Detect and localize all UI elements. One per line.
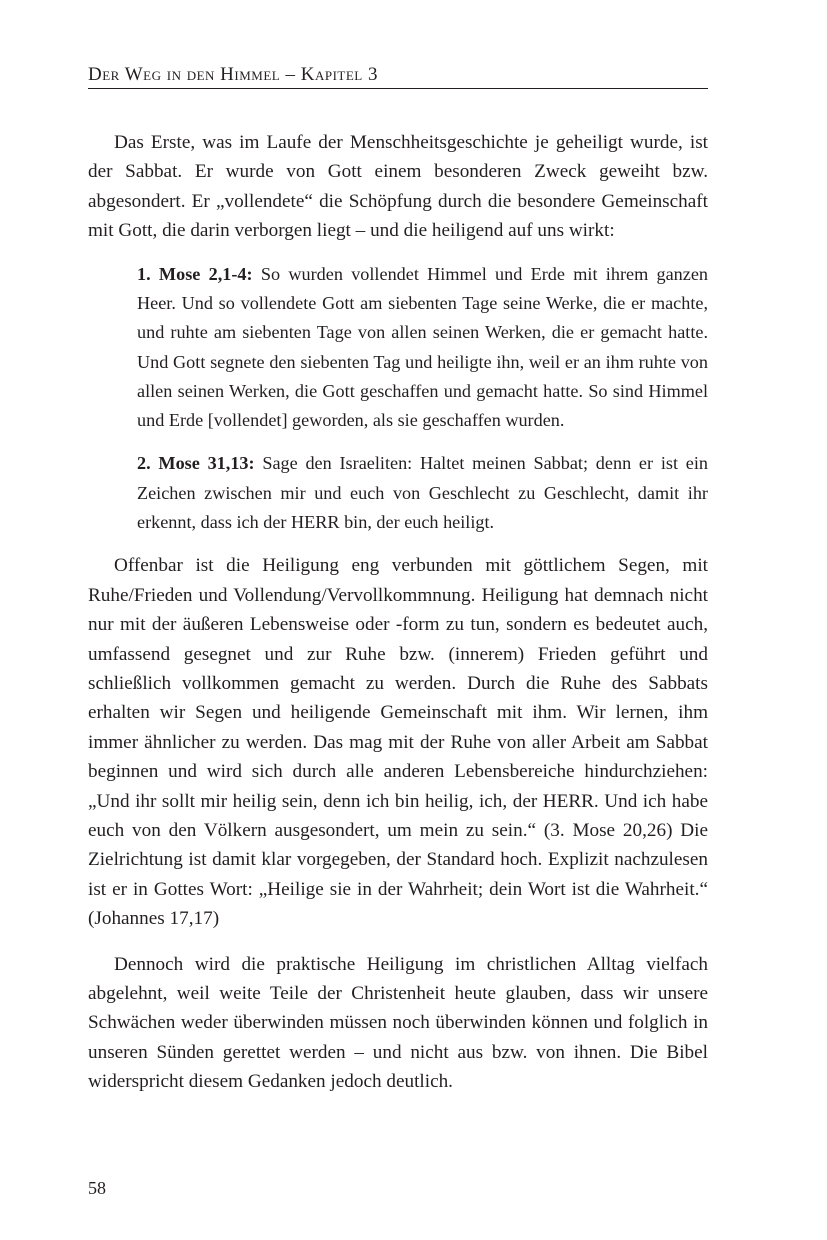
page-body bbox=[88, 128, 708, 1097]
paragraph-2: Offenbar ist die Heiligung eng verbunden mit göttlichem Segen, mit Ruhe/Frieden und Vollendung/Vervollkommnung. Heiligung hat demnach nicht nur mit der äußeren Lebensweise oder -form zu tun, sondern es bedeutet auch, umfassend gesegnet und zur Ruhe bzw. (innerem) Frieden geführt und schließlich vollkommen gemacht zu werden. Durch die Ruhe des Sabbats erhalten wir Segen und heiligende Gemeinschaft mit ihm. Wir lernen, ihm immer ähnlicher zu werden. Das mag mit der Ruhe von aller Arbeit am Sabbat beginnen und wird sich durch alle anderen Lebensbereiche hindurchziehen: „Und ihr sollt mir heilig sein, denn ich bin heilig, ich, der HERR. Und ich habe euch von den Völkern ausgesondert, um mein zu sein.“ (3. Mose 20,26) Die Zielrichtung ist damit klar vorgegeben, der Standard hoch. Explizit nachzulesen ist er in Gottes Wort: „Heilige sie in der Wahrheit; dein Wort ist die Wahrheit.“ (Johannes 17,17) bbox=[88, 555, 708, 930]
paragraph-3: Dennoch wird die praktische Heiligung im christlichen Alltag vielfach abgelehnt, weil weite Teile der Christenheit heute glauben, dass wir unsere Schwächen weder überwinden müssen noch überwinden können und folglich in unseren Sünden gerettet werden – und nicht aus bzw. von ihnen. Die Bibel widerspricht diesem Gedanken jedoch deutlich. bbox=[88, 953, 708, 1093]
bible-quote-2 bbox=[88, 449, 708, 537]
bible-quote-1 bbox=[88, 260, 708, 436]
page-number: 58 bbox=[88, 1178, 106, 1198]
quote-reference: 2. Mose 31,13: bbox=[137, 453, 255, 474]
paragraph-1: Das Erste, was im Laufe der Menschheitsgeschichte je geheiligt wurde, ist der Sabbat. Er wurde von Gott einem besonderen Zweck geweiht bzw. abgesondert. Er „vollendete“ die Schöpfung durch die besondere Gemeinschaft mit Gott, die darin verborgen liegt – und die heiligend auf uns wirkt: bbox=[88, 132, 708, 242]
quote-text: Sage den Israeliten: Haltet meinen Sabbat; denn er ist ein Zeichen zwischen mir und euch von Geschlecht zu Geschlecht, damit ihr erkennt, dass ich der HERR bin, der euch heiligt. bbox=[137, 453, 708, 532]
quote-text: So wurden vollendet Himmel und Erde mit ihrem ganzen Heer. Und so vollendete Gott am siebenten Tage seine Werke, die er machte, und ruhte am siebenten Tage von allen seinen Werken, die er gemacht hatte. Und Gott segnete den siebenten Tag und heiligte ihn, weil er an ihm ruhte von allen seinen Werken, die Gott geschaffen und gemacht hatte. So sind Himmel und Erde [vollendet] geworden, als sie geschaffen wurden. bbox=[137, 263, 709, 431]
quote-reference: 1. Mose 2,1-4: bbox=[137, 263, 253, 284]
running-header: Der Weg in den Himmel – Kapitel 3 bbox=[88, 64, 378, 85]
header-rule bbox=[88, 88, 708, 89]
